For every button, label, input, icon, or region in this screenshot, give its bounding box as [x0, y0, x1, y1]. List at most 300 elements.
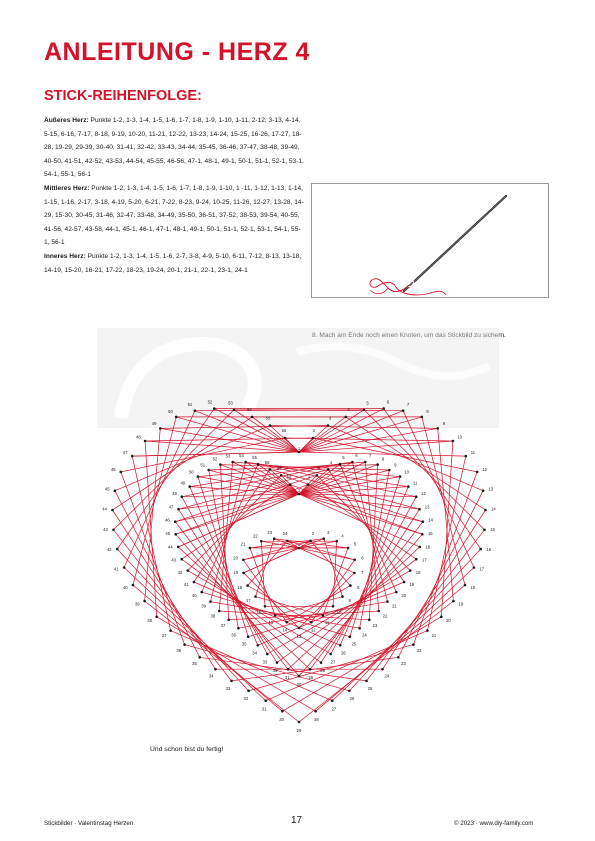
outer-point-label: 54: [247, 407, 252, 413]
middle-point-label: 51: [200, 462, 206, 468]
middle-stitch-point: [276, 661, 279, 664]
inner-thread-fan-line: [299, 548, 355, 560]
outer-stitch-point: [131, 455, 134, 458]
middle-point-label: 57: [277, 465, 282, 471]
outer-point-label: 34: [208, 673, 214, 679]
middle-point-label: 50: [189, 469, 194, 475]
middle-point-label: 42: [177, 569, 183, 575]
inner-stitch-point: [285, 621, 288, 624]
outer-stitch-point: [230, 680, 233, 683]
outer-point-label: 49: [151, 421, 157, 427]
middle-point-label: 48: [172, 491, 177, 497]
middle-stitch-point: [386, 600, 389, 603]
inner-stitch-point: [322, 614, 325, 617]
outer-point-label: 27: [331, 706, 337, 712]
middle-heart-points: Punkte 1-2, 1-3, 1-4, 1-5, 1-6, 1-7, 1-8, 1-9, 1-10, 1 -11, 1-12, 1-13, 1-14, 1-15, 1-16, 2-17, 3-18, 4-19, 5-20, 6-21, 7-22, 8-23, 9-24, 10-25, 11-26, 12-27, 13-28, 14-29, 15-30, 30-45, 31-46, 32-47, 33-48, 34-49, 35-50, 36-51, 37-52, 38-53, 39-54, 40-55, 41-56, 42-57, 43-58, 44-1, 45-1, 46-1, 47-1, 48-1, 49-1, 50-1, 51-1, 52-1, 53-1, 54-1, 55-1, 56-1: [44, 184, 304, 247]
outer-stitch-point: [194, 409, 197, 412]
middle-stitch-point: [227, 619, 230, 622]
outer-stitch-point: [440, 615, 443, 618]
middle-thread-line: [277, 559, 416, 662]
middle-point-label: 56: [264, 459, 270, 465]
outer-stitch-point: [348, 690, 351, 693]
footer-copyright: © 2023 · www.diy-family.com: [454, 820, 534, 827]
inner-stitch-point: [246, 584, 249, 587]
outer-stitch-point: [120, 471, 123, 474]
outer-stitch-point: [251, 416, 254, 419]
outer-stitch-point: [381, 668, 384, 671]
outer-point-label: 35: [192, 661, 197, 667]
middle-point-label: 44: [167, 544, 173, 550]
outer-point-label: 13: [488, 486, 494, 492]
outer-stitch-point: [213, 407, 216, 410]
inner-point-label: 10: [336, 609, 342, 615]
inner-point-label: 8: [357, 584, 360, 590]
inner-stitch-point: [273, 537, 276, 540]
inner-stitch-point: [353, 572, 356, 575]
middle-point-label: 3: [317, 465, 320, 471]
middle-stitch-point: [316, 474, 319, 477]
outer-point-label: 26: [349, 696, 355, 702]
outer-stitch-point: [144, 440, 147, 443]
outer-stitch-point: [479, 548, 482, 551]
middle-stitch-point: [368, 619, 371, 622]
inner-stitch-point: [347, 547, 350, 550]
inner-stitch-point: [274, 614, 277, 617]
middle-point-label: 21: [392, 603, 397, 609]
inner-point-label: 1: [297, 541, 301, 547]
outer-point-label: 24: [384, 673, 390, 679]
inner-stitch-point: [286, 540, 289, 543]
inner-stitch-point: [323, 537, 326, 540]
middle-stitch-point: [187, 569, 190, 572]
middle-point-label: 1: [297, 487, 301, 493]
outer-stitch-point: [233, 409, 236, 412]
middle-point-label: 7: [368, 453, 372, 459]
outer-stitch-point: [397, 656, 400, 659]
outer-stitch-point: [112, 529, 115, 532]
middle-point-label: 37: [220, 623, 226, 629]
middle-stitch-point: [287, 668, 290, 671]
middle-point-label: 2: [307, 474, 311, 480]
outer-point-label: 9: [442, 421, 446, 427]
outer-thread-line: [296, 601, 453, 722]
outer-thread-fan-line: [299, 410, 364, 452]
outer-point-label: 6: [386, 399, 390, 405]
outer-stitch-point: [169, 629, 172, 632]
outer-stitch-point: [483, 529, 486, 532]
middle-stitch-point: [200, 591, 203, 594]
middle-point-label: 43: [171, 557, 177, 563]
inner-point-label: 18: [237, 584, 243, 590]
middle-point-label: 6: [355, 453, 358, 458]
outer-thread-line: [332, 568, 474, 701]
outer-stitch-point: [116, 548, 119, 551]
outer-stitch-point: [111, 509, 114, 512]
outer-stitch-point: [123, 566, 126, 569]
outer-thread-fan-line: [252, 417, 299, 452]
outer-point-label: 8: [426, 409, 429, 415]
inner-point-label: 17: [245, 597, 251, 603]
middle-stitch-point: [407, 485, 410, 488]
middle-point-label: 20: [401, 593, 407, 599]
outer-stitch-point: [465, 455, 468, 458]
middle-stitch-point: [399, 475, 402, 478]
middle-stitch-point: [418, 508, 421, 511]
outer-stitch-point: [421, 416, 424, 419]
middle-point-label: 47: [168, 504, 174, 510]
middle-point-label: 22: [382, 613, 388, 619]
inner-point-label: 15: [268, 620, 274, 625]
outer-point-label: 18: [470, 584, 476, 590]
outer-point-label: 46: [110, 466, 116, 472]
middle-point-label: 16: [425, 544, 431, 550]
outer-stitch-point: [327, 424, 330, 427]
outer-point-label: 25: [367, 685, 373, 691]
middle-stitch-point: [309, 668, 312, 671]
outer-stitch-point: [412, 643, 415, 646]
outer-point-label: 5: [366, 400, 369, 406]
outer-thread-fan-line: [299, 409, 384, 452]
outer-stitch-point: [132, 584, 135, 587]
inner-point-label: 14: [282, 627, 288, 633]
footer-series-title: Stickbilder · Valentinstag Herzen: [44, 820, 134, 827]
outer-point-label: 12: [482, 466, 488, 472]
inner-stitch-point: [353, 559, 356, 562]
middle-stitch-point: [219, 463, 222, 466]
inner-point-label: 5: [353, 541, 357, 547]
inner-point-label: 6: [361, 555, 364, 561]
outer-point-label: 42: [106, 547, 112, 553]
middle-point-label: 19: [409, 582, 415, 588]
middle-stitch-point: [351, 461, 354, 464]
outer-point-label: 51: [187, 402, 193, 408]
middle-point-label: 11: [413, 480, 418, 486]
outer-point-label: 52: [207, 399, 213, 405]
inner-point-label: 21: [240, 541, 246, 547]
middle-point-label: 24: [362, 632, 367, 638]
middle-stitch-point: [266, 653, 269, 656]
outer-stitch-point: [484, 509, 487, 512]
middle-thread-line: [288, 547, 420, 669]
inner-thread-line: [333, 541, 337, 606]
middle-point-label: 13: [424, 504, 430, 510]
middle-stitch-point: [180, 558, 183, 561]
outer-stitch-point: [473, 566, 476, 569]
outer-point-label: 22: [416, 647, 422, 653]
middle-point-label: 26: [341, 650, 346, 656]
middle-stitch-point: [244, 461, 247, 464]
outer-point-label: 10: [457, 434, 462, 440]
outer-stitch-point: [382, 407, 385, 410]
middle-point-label: 38: [210, 613, 216, 619]
middle-stitch-point: [188, 485, 191, 488]
inner-stitch-point: [310, 621, 313, 624]
middle-stitch-point: [247, 635, 250, 638]
middle-stitch-point: [193, 581, 196, 584]
outer-stitch-point: [365, 680, 368, 683]
middle-point-label: 9: [394, 462, 397, 468]
outer-stitch-point: [482, 489, 485, 492]
outer-thread-line: [270, 426, 438, 429]
outer-stitch-point: [143, 600, 146, 603]
outer-stitch-point: [426, 629, 429, 632]
outer-point-label: 36: [176, 647, 182, 653]
outer-point-label: 45: [104, 486, 110, 492]
inner-heart-points: Punkte 1-2, 1-3, 1-4, 1-5, 1-6, 2-7, 3-8, 4-9, 5-10, 6-11, 7-12, 8-13, 13-18, 14-19, 15-20, 16-21, 17-22, 18-23, 19-24, 20-1, 21-1, 22-1, 23-1, 24-1: [44, 252, 302, 274]
inner-stitch-point: [341, 595, 344, 598]
outer-point-label: 21: [431, 633, 437, 638]
middle-stitch-point: [378, 610, 381, 613]
outer-stitch-point: [476, 471, 479, 474]
outer-stitch-point: [281, 710, 284, 713]
outer-point-label: 4: [347, 407, 350, 413]
middle-point-label: 4: [329, 459, 333, 465]
step-caption: 8. Mach am Ende noch einen Knoten, um das Stickbild zu sichern.: [312, 332, 506, 339]
middle-point-label: 29: [308, 675, 314, 681]
inner-stitch-point: [260, 540, 263, 543]
middle-stitch-point: [177, 546, 180, 549]
outer-point-label: 38: [147, 618, 152, 624]
outer-point-label: 23: [401, 661, 406, 667]
outer-thread-fan-line: [214, 409, 299, 452]
middle-stitch-point: [419, 546, 422, 549]
middle-point-label: 15: [427, 531, 433, 537]
outer-point-label: 41: [113, 566, 119, 572]
outer-point-label: 30: [279, 717, 284, 722]
outer-point-label: 50: [168, 409, 173, 415]
outer-stitch-point: [331, 699, 334, 702]
middle-point-label: 34: [252, 650, 257, 656]
middle-stitch-point: [209, 600, 212, 603]
middle-stitch-point: [257, 644, 260, 647]
outer-point-label: 2: [312, 427, 316, 433]
outer-stitch-point: [452, 600, 455, 603]
inner-point-label: 7: [361, 570, 364, 576]
middle-point-label: 53: [225, 453, 231, 459]
outer-point-label: 28: [314, 717, 319, 722]
outer-thread-line: [316, 585, 465, 711]
middle-stitch-point: [409, 569, 412, 572]
middle-stitch-point: [269, 468, 272, 471]
outer-point-label: 55: [265, 415, 271, 421]
outer-stitch-point: [298, 451, 301, 454]
outer-heart-label: Äußeres Herz:: [44, 117, 89, 124]
middle-thread-line: [360, 470, 390, 628]
middle-stitch-point: [415, 495, 418, 498]
middle-point-label: 30: [296, 681, 302, 687]
inner-point-label: 23: [267, 529, 273, 535]
middle-stitch-point: [280, 474, 283, 477]
outer-point-label: 17: [479, 566, 485, 572]
middle-point-label: 39: [201, 603, 206, 609]
outer-point-label: 3: [328, 415, 332, 421]
middle-point-label: 40: [191, 593, 197, 599]
middle-stitch-point: [307, 483, 310, 486]
outer-thread-line: [422, 417, 465, 585]
middle-stitch-point: [349, 635, 352, 638]
middle-point-label: 49: [180, 480, 186, 486]
inner-stitch-point: [264, 605, 267, 608]
inner-stitch-point: [309, 540, 312, 543]
stitch-points: [102, 400, 496, 733]
page-title: ANLEITUNG - HERZ 4: [44, 38, 310, 66]
middle-point-label: 25: [351, 641, 357, 647]
outer-stitch-point: [452, 440, 455, 443]
inner-heart-label: Inneres Herz:: [44, 252, 86, 260]
outer-stitch-point: [402, 409, 405, 412]
outer-point-label: 32: [243, 696, 249, 702]
outer-point-label: 37: [161, 633, 167, 638]
outer-stitch-point: [298, 721, 301, 724]
outer-point-label: 43: [103, 527, 108, 533]
outer-point-label: 44: [102, 506, 107, 512]
outer-stitch-point: [464, 584, 467, 587]
outer-stitch-point: [114, 489, 117, 492]
outer-stitch-point: [436, 427, 439, 430]
outer-point-label: 56: [281, 427, 287, 433]
middle-stitch-point: [339, 644, 342, 647]
inner-stitch-point: [254, 595, 257, 598]
outer-stitch-point: [214, 668, 217, 671]
inner-point-label: 16: [256, 609, 262, 615]
inner-point-label: 3: [327, 529, 330, 535]
outer-thread-line: [133, 585, 282, 711]
middle-stitch-point: [177, 508, 180, 511]
inner-point-label: 22: [253, 533, 258, 539]
outer-stitch-point: [175, 416, 178, 419]
outer-stitch-point: [345, 416, 348, 419]
middle-point-label: 36: [231, 632, 236, 638]
inner-point-label: 12: [310, 627, 316, 633]
inner-stitch-point: [332, 605, 335, 608]
middle-point-label: 45: [165, 531, 171, 537]
middle-point-label: 54: [239, 453, 244, 458]
outer-point-label: 16: [486, 547, 492, 553]
middle-stitch-point: [339, 463, 342, 466]
middle-heart-label: Mittleres Herz:: [44, 184, 90, 192]
outer-thread-fan-line: [299, 417, 346, 452]
outer-stitch-point: [198, 656, 201, 659]
middle-point-label: 27: [330, 659, 336, 665]
inner-stitch-point: [335, 540, 338, 543]
outer-point-label: 40: [122, 584, 128, 590]
outer-stitch-point: [312, 437, 315, 440]
middle-stitch-point: [174, 520, 177, 523]
inner-point-label: 2: [311, 531, 315, 537]
done-message: Und schon bist du fertig!: [150, 746, 224, 753]
outer-thread-line: [133, 417, 176, 585]
middle-thread-line: [178, 547, 310, 669]
outer-point-label: 1: [297, 445, 301, 451]
outer-point-label: 47: [122, 450, 128, 456]
middle-stitch-point: [358, 627, 361, 630]
inner-point-label: 13: [296, 633, 302, 639]
outer-stitch-point: [363, 409, 366, 412]
inner-point-label: 20: [233, 555, 238, 561]
middle-point-label: 55: [252, 454, 257, 460]
middle-point-label: 33: [262, 659, 268, 665]
outer-stitch-point: [155, 615, 158, 618]
middle-stitch-point: [197, 475, 200, 478]
outer-point-label: 33: [225, 685, 231, 691]
inner-stitch-point: [242, 572, 245, 575]
inner-point-label: 4: [341, 533, 344, 539]
outer-thread-line: [398, 491, 483, 658]
middle-stitch-point: [329, 653, 332, 656]
outer-point-label: 19: [458, 601, 464, 607]
section-title: STICK-REIHENFOLGE:: [44, 88, 202, 104]
outer-stitch-point: [183, 643, 186, 646]
outer-stitch-point: [269, 424, 272, 427]
middle-point-label: 35: [241, 641, 247, 647]
middle-point-label: 31: [284, 675, 290, 681]
page-number: 17: [291, 815, 303, 826]
middle-stitch-point: [395, 591, 398, 594]
middle-stitch-point: [421, 533, 424, 536]
middle-point-label: 14: [428, 517, 433, 523]
outer-point-label: 29: [296, 727, 302, 733]
outer-heart-points: Punkte 1-2, 1-3, 1-4, 1-5, 1-6, 1-7, 1-8, 1-9, 1-10, 1-11, 2-12, 3-13, 4-14, 5-15, 6-16, 7-17, 8-18, 9-19, 10-20, 11-21, 12-22, 13-23, 14-24, 15-25, 16-26, 17-27, 18-28, 19-29, 29-39, 30-40, 31-41, 32-42, 33-43, 34-44, 35-45, 36-46, 37-47, 38-48, 39-49, 40-50, 41-51, 42-52, 43-53, 44-54, 45-55, 46-56, 47-1, 48-1, 49-1, 50-1, 51-1, 52-1, 53-1, 54-1, 55-1, 56-1: [44, 117, 304, 179]
middle-point-label: 5: [342, 454, 345, 460]
middle-point-label: 18: [415, 569, 421, 575]
outer-stitch-point: [159, 427, 162, 430]
inner-point-label: 11: [324, 620, 330, 625]
inner-point-label: 9: [348, 597, 351, 603]
outer-point-label: 15: [490, 527, 495, 533]
middle-point-label: 17: [421, 557, 427, 563]
middle-stitch-point: [174, 533, 177, 536]
outer-stitch-point: [284, 437, 287, 440]
middle-point-label: 10: [404, 469, 409, 475]
outer-stitch-point: [314, 710, 317, 713]
inner-stitch-point: [298, 627, 301, 630]
middle-stitch-point: [403, 581, 406, 584]
middle-stitch-point: [237, 627, 240, 630]
middle-stitch-point: [289, 483, 292, 486]
middle-point-label: 46: [165, 517, 170, 523]
outer-point-label: 53: [228, 400, 233, 406]
outer-point-label: 39: [134, 601, 140, 607]
middle-stitch-point: [422, 520, 425, 523]
middle-stitch-point: [207, 469, 210, 472]
outer-stitch-point: [264, 699, 267, 702]
inner-point-label: 24: [282, 531, 288, 537]
outer-point-label: 11: [470, 450, 476, 456]
outer-stitch-point: [247, 690, 250, 693]
middle-point-label: 28: [320, 668, 325, 674]
outer-point-label: 20: [446, 618, 451, 624]
outer-point-label: 31: [261, 706, 267, 712]
middle-stitch-point: [181, 495, 184, 498]
inner-point-label: 19: [233, 570, 239, 576]
middle-point-label: 41: [183, 582, 189, 588]
middle-point-label: 32: [273, 668, 278, 674]
inner-stitch-point: [298, 547, 301, 550]
inner-stitch-point: [249, 547, 252, 550]
inner-thread-fan-line: [243, 548, 299, 560]
middle-stitch-point: [257, 463, 260, 466]
outer-point-label: 48: [136, 434, 141, 440]
middle-thread-fan-line: [299, 494, 422, 537]
middle-stitch-point: [388, 469, 391, 472]
middle-stitch-point: [320, 661, 323, 664]
outer-thread-line: [441, 441, 453, 617]
middle-stitch-point: [364, 461, 367, 464]
middle-point-label: 8: [381, 456, 385, 462]
middle-point-label: 23: [372, 623, 378, 629]
outer-point-label: 7: [406, 402, 410, 408]
middle-stitch-point: [231, 461, 234, 464]
